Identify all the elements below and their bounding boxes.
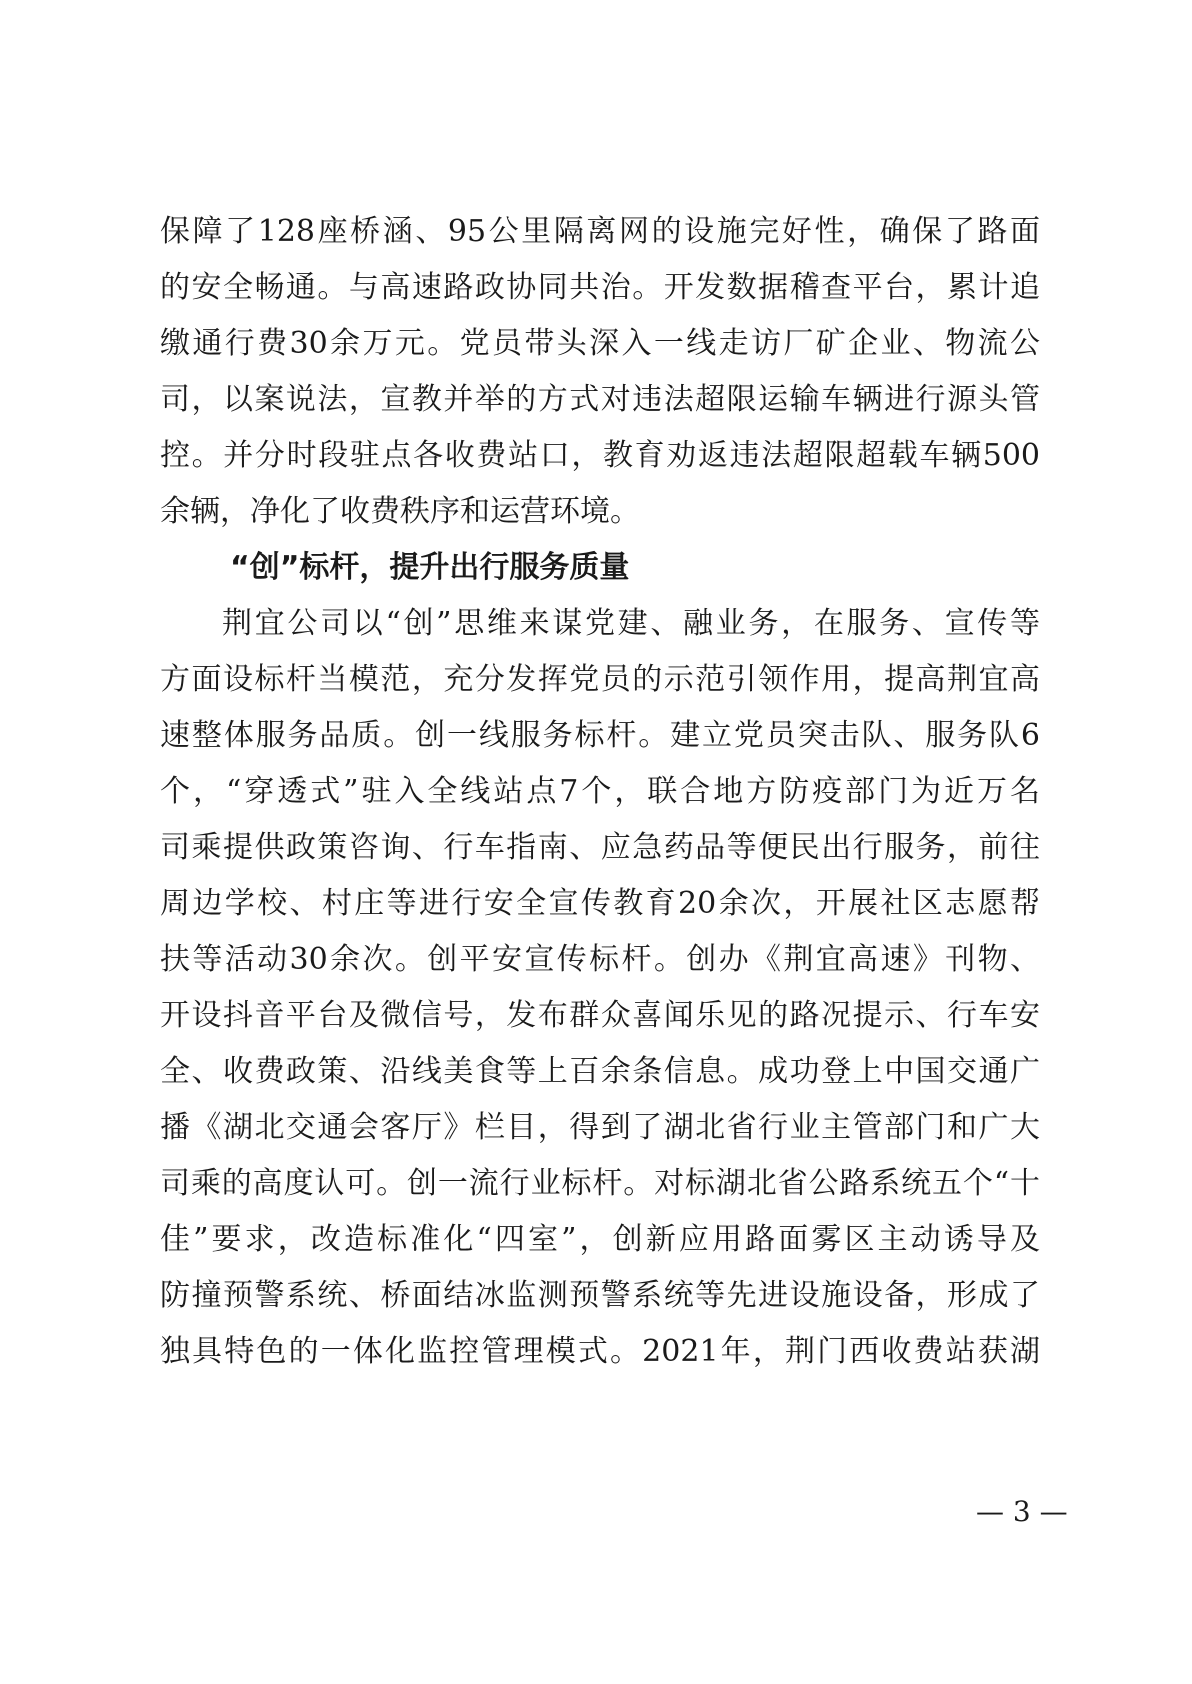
paragraph-2-line-8: 开设抖音平台及微信号，发布群众喜闻乐见的路况提示、行车安 xyxy=(160,998,1040,1033)
paragraph-2-line-3: 速整体服务品质。创一线服务标杆。建立党员突击队、服务队6 xyxy=(160,718,1040,753)
paragraph-2-line-10: 播《湖北交通会客厅》栏目，得到了湖北省行业主管部门和广大 xyxy=(160,1110,1040,1145)
paragraph-1-line-6: 余辆，净化了收费秩序和运营环境。 xyxy=(160,494,640,529)
page-number: — 3 — xyxy=(976,1495,1068,1528)
paragraph-2-line-9: 全、收费政策、沿线美食等上百余条信息。成功登上中国交通广 xyxy=(160,1054,1040,1089)
section-heading: “创”标杆，提升出行服务质量 xyxy=(230,550,630,585)
paragraph-2-line-6: 周边学校、村庄等进行安全宣传教育20余次，开展社区志愿帮 xyxy=(160,886,1040,921)
paragraph-2-line-4: 个，“穿透式”驻入全线站点7个，联合地方防疫部门为近万名 xyxy=(160,774,1040,809)
paragraph-2-line-11: 司乘的高度认可。创一流行业标杆。对标湖北省公路系统五个“十 xyxy=(160,1166,1040,1201)
paragraph-2-line-1: 荆宜公司以“创”思维来谋党建、融业务，在服务、宣传等 xyxy=(222,606,1040,641)
paragraph-2-line-2: 方面设标杆当模范，充分发挥党员的示范引领作用，提高荆宜高 xyxy=(160,662,1040,697)
paragraph-1-line-1: 保障了128座桥涵、95公里隔离网的设施完好性，确保了路面 xyxy=(160,214,1040,249)
paragraph-2-line-13: 防撞预警系统、桥面结冰监测预警系统等先进设施设备，形成了 xyxy=(160,1278,1040,1313)
paragraph-1-line-5: 控。并分时段驻点各收费站口，教育劝返违法超限超载车辆500 xyxy=(160,438,1040,473)
paragraph-2-line-7: 扶等活动30余次。创平安宣传标杆。创办《荆宜高速》刊物、 xyxy=(160,942,1040,977)
paragraph-1-line-3: 缴通行费30余万元。党员带头深入一线走访厂矿企业、物流公 xyxy=(160,326,1040,361)
paragraph-2-line-14: 独具特色的一体化监控管理模式。2021年，荆门西收费站获湖 xyxy=(160,1334,1040,1369)
paragraph-1-line-2: 的安全畅通。与高速路政协同共治。开发数据稽查平台，累计追 xyxy=(160,270,1040,305)
paragraph-2-line-12: 佳”要求，改造标准化“四室”，创新应用路面雾区主动诱导及 xyxy=(160,1222,1040,1257)
paragraph-1-line-4: 司，以案说法，宣教并举的方式对违法超限运输车辆进行源头管 xyxy=(160,382,1040,417)
paragraph-2-line-5: 司乘提供政策咨询、行车指南、应急药品等便民出行服务，前往 xyxy=(160,830,1040,865)
